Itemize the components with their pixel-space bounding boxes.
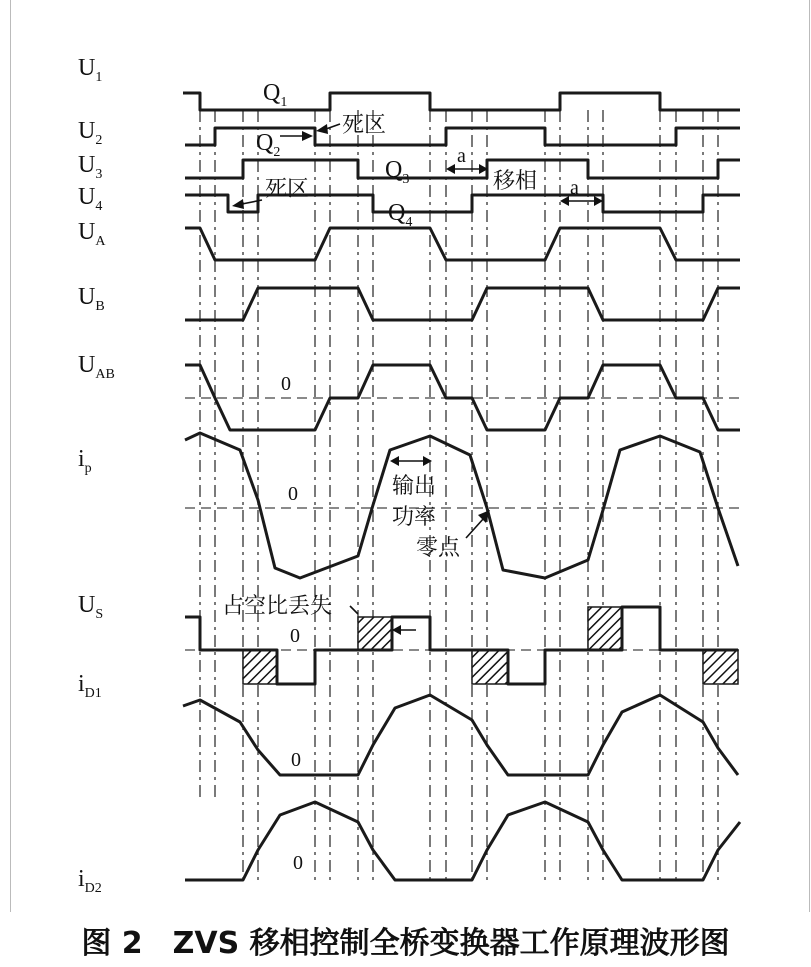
- label-q3: $Q_3$: [385, 157, 410, 187]
- figure-caption: 图 2 ZVS 移相控制全桥变换器工作原理波形图: [81, 925, 730, 961]
- label-u3: $U_3$: [78, 152, 103, 182]
- output-power-label-3: 零点: [416, 536, 461, 561]
- zero-us: 0: [290, 625, 300, 647]
- label-id1: $i_{D1}$: [78, 671, 102, 701]
- output-power-arrowhead-a: [390, 456, 399, 466]
- dead-zone-arrowhead-1: [316, 124, 328, 134]
- zero-point-arrow: [466, 518, 484, 538]
- label-ub: $U_B$: [78, 284, 105, 314]
- output-power-label-1: 输出: [392, 474, 437, 499]
- label-u4: $U_4$: [78, 184, 103, 214]
- us-hatch-5: [703, 650, 738, 684]
- alpha-label-2: a: [570, 177, 579, 199]
- label-us: $U_S$: [78, 592, 104, 622]
- label-ip: $i_p$: [78, 446, 92, 476]
- label-id2: $i_{D2}$: [78, 866, 102, 896]
- duty-cycle-loss-arrow: [350, 606, 358, 614]
- alpha-label-1: a: [457, 145, 466, 167]
- us-hatch-4: [588, 607, 622, 650]
- id2-waveform: [185, 802, 740, 880]
- us-hatch-1: [243, 650, 277, 684]
- us-hatch-2: [358, 617, 392, 650]
- leg-voltages: [185, 228, 740, 430]
- duty-cycle-loss-label: 占空比丢失: [222, 594, 333, 619]
- alpha-arrowhead-2a: [560, 196, 569, 206]
- label-u2: $U_2$: [78, 118, 103, 148]
- dead-zone-label-1: 死区: [342, 113, 387, 138]
- label-q2: $Q_2$: [256, 130, 281, 160]
- zero-ip: 0: [288, 483, 298, 505]
- ub-waveform: [185, 288, 740, 320]
- output-power-label-2: 功率: [392, 505, 437, 530]
- id1-waveform: [183, 695, 738, 775]
- zero-markers: [281, 373, 303, 874]
- label-u1: $U_1$: [78, 55, 103, 85]
- label-ua: $U_A$: [78, 219, 106, 249]
- switch-labels: [256, 80, 412, 230]
- label-q4: $Q_4$: [388, 200, 413, 230]
- phase-shift-label: 移相: [493, 169, 538, 194]
- alpha-arrowhead-1a: [446, 164, 455, 174]
- dead-zone-arrow-1: [326, 124, 340, 129]
- label-q1: $Q_1$: [263, 80, 288, 110]
- dead-zone-arrowhead-2: [232, 199, 244, 209]
- ip-waveform: [185, 433, 738, 578]
- us-hatch-3: [472, 650, 508, 684]
- dead-zone-label-2: 死区: [265, 177, 310, 202]
- label-uab: $U_{AB}$: [78, 352, 115, 382]
- vertical-guides: [200, 110, 718, 880]
- ua-waveform: [185, 228, 740, 260]
- dead-zone-arrowhead-1b: [302, 131, 313, 141]
- signal-labels: [78, 55, 115, 896]
- zero-id2: 0: [293, 852, 303, 874]
- zero-uab: 0: [281, 373, 291, 395]
- zero-id1: 0: [291, 749, 301, 771]
- annotations: [222, 113, 603, 635]
